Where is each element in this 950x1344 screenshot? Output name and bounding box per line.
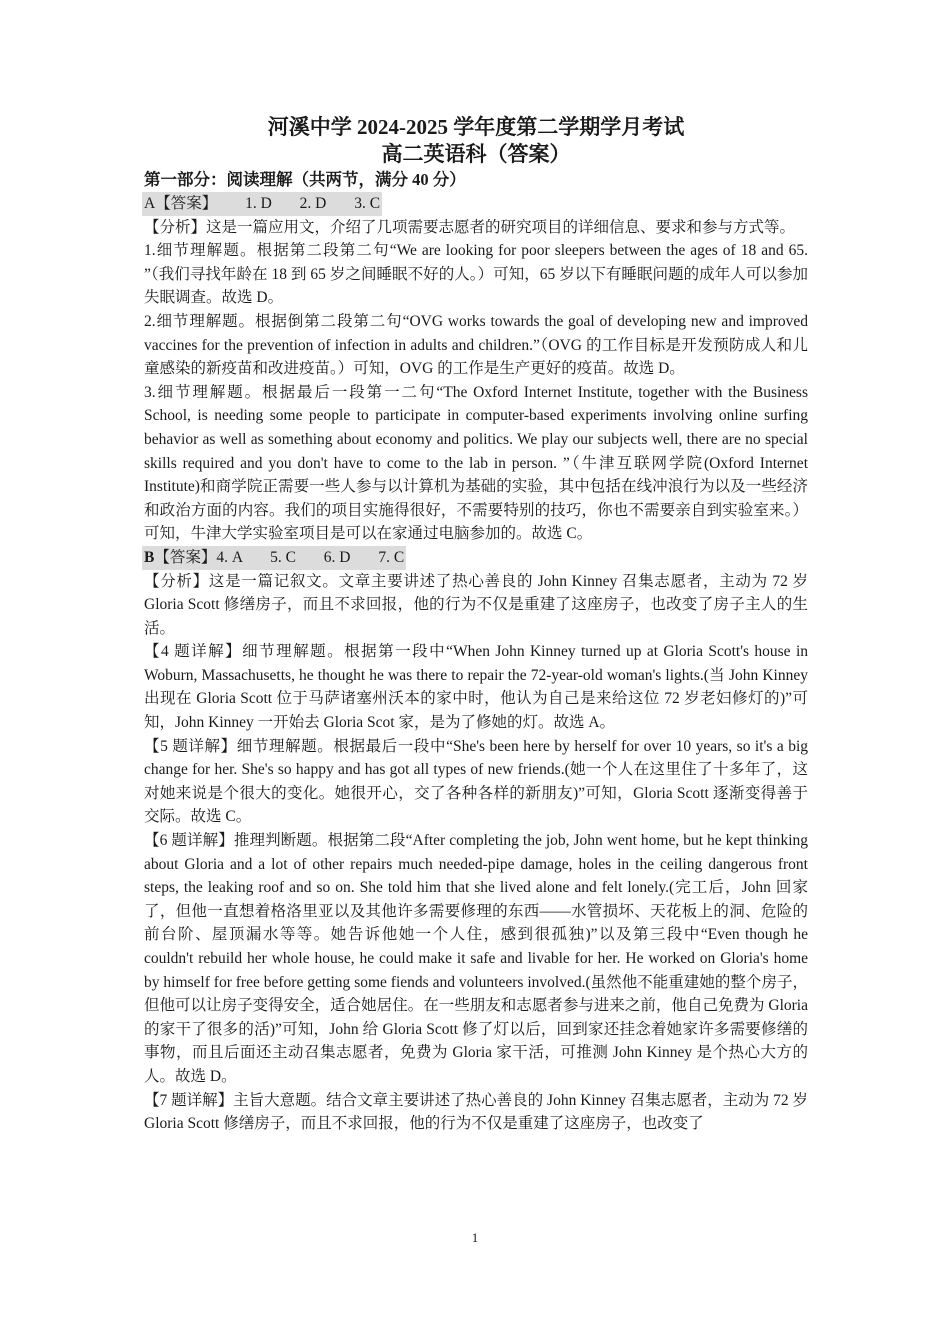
question-7-explanation: 【7 题详解】主旨大意题。结合文章主要讲述了热心善良的 John Kinney 召集志愿者，主动为 72 岁 Gloria Scott 修缮房子，而且不求回报，他的行为不仅是重建了这座房子，也改变了 bbox=[144, 1091, 808, 1133]
section-b-letter: B bbox=[144, 548, 155, 566]
section-a-analysis: 【分析】这是一篇应用文，介绍了几项需要志愿者的研究项目的详细信息、要求和参与方式等。 bbox=[144, 218, 796, 236]
question-5-explanation: 【5 题详解】细节理解题。根据最后一段中“She's been here by herself for over 10 years, so it's a big change for her. She's so happy and has got all types of new friends.(她一个人在这里住了十多年了，这对她来说是个很大的变化。她很开心，交了各种各样的新朋友)”可知，Gloria Scott 逐渐变得善于交际。故选 C。 bbox=[144, 737, 808, 826]
question-2-explanation: 2.细节理解题。根据倒第二段第二句“OVG works towards the goal of developing new and improved vaccines for the prevention of infection in adults and children.”（OVG 的工作目标是开发预防成人和儿童感染的新疫苗和改进疫苗。）可知，OVG 的工作是生产更好的疫苗。故选 D。 bbox=[144, 312, 808, 378]
answer-5: 5. C bbox=[270, 548, 296, 566]
question-4-explanation: 【4 题详解】细节理解题。根据第一段中“When John Kinney turned up at Gloria Scott's house in Woburn, Massachusetts, he thought he was there to repair the 72-year-old woman's lights.(当 John Kinney 出现在 Gloria Scott 位于马萨诸塞州沃本的家中时，他认为自己是来给这位 72 岁老妇修灯的)”可知，John Kinney 一开始去 Gloria Scot 家，是为了修她的灯。故选 A。 bbox=[144, 643, 808, 732]
part1-heading: 第一部分：阅读理解（共两节，满分 40 分） bbox=[144, 170, 466, 189]
title-line-2: 高二英语科（答案） bbox=[381, 142, 571, 166]
section-a-answers bbox=[144, 192, 808, 216]
answer-4: 4. A bbox=[216, 548, 243, 566]
section-a-label: A【答案】 bbox=[144, 195, 218, 212]
section-b-analysis: 【分析】这是一篇记叙文。文章主要讲述了热心善良的 John Kinney 召集志愿者，主动为 72 岁 Gloria Scott 修缮房子，而且不求回报，他的行为不仅是重建了这座房子，也改变了房子主人的生活。 bbox=[144, 572, 808, 637]
question-6-explanation: 【6 题详解】推理判断题。根据第二段“After completing the job, John went home, but he kept thinking about Gloria and a lot of other repairs much needed-pipe damage, holes in the ceiling dangerous front steps, the leaking roof and so on. She told him that she lived alone and felt lonely.(完工后，John 回家了，但他一直想着格洛里亚以及其他许多需要修理的东西——水管损坏、天花板上的洞、危险的前台阶、屋顶漏水等等。她告诉他她一个人住，感到很孤独)”以及第三段中“Even though he couldn't rebuild her whole house, he could make it safe and livable for her. He worked on Gloria's home by himself for free before getting some fiends and volunteers involved.(虽然他不能重建她的整个房子，但他可以让房子变得安全，适合她居住。在一些朋友和志愿者参与进来之前，他自己免费为 Gloria 的家干了很多的活)”可知，John 给 Gloria Scott 修了灯以后，回到家还挂念着她家许多需要修缮的事物，而且后面还主动召集志愿者，免费为 Gloria 家干活，可推测 John Kinney 是个热心大方的人。故选 D。 bbox=[144, 832, 808, 1085]
title-line-1: 河溪中学 2024-2025 学年度第二学期学月考试 bbox=[267, 115, 685, 139]
answer-7: 7. C bbox=[378, 548, 405, 566]
section-a-answer-key bbox=[142, 192, 382, 216]
answer-2: 2. D bbox=[299, 195, 327, 212]
document-body bbox=[144, 110, 808, 1136]
answer-1: 1. D bbox=[245, 195, 272, 212]
section-b-answer-key bbox=[142, 546, 406, 570]
answer-3: 3. C bbox=[354, 195, 381, 212]
page-number: 1 bbox=[471, 1230, 479, 1245]
question-3-explanation: 3.细节理解题。根据最后一段第一二句“The Oxford Internet Institute, together with the Business School, is needing some people to participate in computer-based experiments involving online surfing behavior as well as something about economy and politics. We play our subjects well, there are no special skills required and you don't have to come to the lab in person. ”（牛津互联网学院(Oxford Internet Institute)和商学院正需要一些人参与以计算机为基础的实验，其中包括在线冲浪行为以及一些经济和政治方面的内容。我们的项目实施得很好，不需要特别的技巧，你也不需要亲自到实验室来。）可知，牛津大学实验室项目是可以在家通过电脑参加的。故选 C。 bbox=[144, 383, 808, 543]
answer-6: 6. D bbox=[323, 548, 351, 566]
question-1-explanation: 1.细节理解题。根据第二段第二句“We are looking for poor sleepers between the ages of 18 and 65. ”（我们寻找年龄在 18 到 65 岁之间睡眠不好的人。）可知，65 岁以下有睡眠问题的成年人可以参加失眠调查。故选 D。 bbox=[144, 242, 808, 307]
section-b-label: 【答案】 bbox=[154, 548, 217, 566]
section-b-answers bbox=[144, 546, 808, 570]
